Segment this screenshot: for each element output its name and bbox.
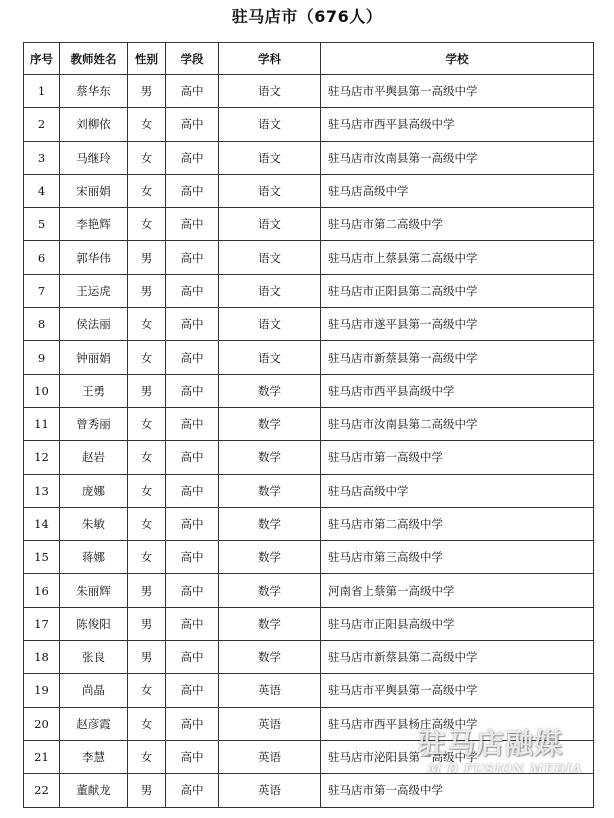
cell-school-level: 高中 bbox=[166, 241, 219, 274]
cell-subject: 语文 bbox=[219, 174, 321, 207]
cell-school-level: 高中 bbox=[166, 108, 219, 141]
table-row bbox=[24, 208, 594, 241]
cell-index: 5 bbox=[24, 208, 60, 241]
cell-school: 驻马店高级中学 bbox=[321, 174, 594, 207]
cell-index: 10 bbox=[24, 374, 60, 407]
cell-gender: 女 bbox=[128, 407, 166, 440]
table-row bbox=[24, 474, 594, 507]
cell-gender: 男 bbox=[128, 274, 166, 307]
cell-index: 14 bbox=[24, 507, 60, 540]
cell-teacher-name: 宋丽娟 bbox=[60, 174, 128, 207]
cell-gender: 男 bbox=[128, 374, 166, 407]
cell-school-level: 高中 bbox=[166, 141, 219, 174]
cell-teacher-name: 尚晶 bbox=[60, 674, 128, 707]
cell-subject: 数学 bbox=[219, 607, 321, 640]
cell-school-level: 高中 bbox=[166, 774, 219, 807]
cell-teacher-name: 陈俊阳 bbox=[60, 607, 128, 640]
table-row bbox=[24, 174, 594, 207]
table-row bbox=[24, 507, 594, 540]
cell-subject: 数学 bbox=[219, 541, 321, 574]
cell-index: 3 bbox=[24, 141, 60, 174]
cell-subject: 语文 bbox=[219, 241, 321, 274]
cell-gender: 女 bbox=[128, 474, 166, 507]
header-school-level: 学段 bbox=[166, 43, 219, 75]
table-body bbox=[24, 75, 594, 808]
cell-school-level: 高中 bbox=[166, 607, 219, 640]
cell-school-level: 高中 bbox=[166, 474, 219, 507]
table-row bbox=[24, 441, 594, 474]
cell-gender: 男 bbox=[128, 574, 166, 607]
cell-school-level: 高中 bbox=[166, 174, 219, 207]
table-row bbox=[24, 674, 594, 707]
cell-index: 18 bbox=[24, 641, 60, 674]
table-row bbox=[24, 108, 594, 141]
cell-school-level: 高中 bbox=[166, 407, 219, 440]
cell-school-level: 高中 bbox=[166, 507, 219, 540]
watermark-sub-text: M D FUSION MEDIA bbox=[428, 762, 583, 776]
cell-index: 4 bbox=[24, 174, 60, 207]
cell-teacher-name: 蒋娜 bbox=[60, 541, 128, 574]
cell-school: 驻马店市泌阳县第一高级中学 bbox=[321, 740, 594, 773]
cell-subject: 英语 bbox=[219, 774, 321, 807]
cell-subject: 数学 bbox=[219, 641, 321, 674]
cell-school-level: 高中 bbox=[166, 274, 219, 307]
cell-gender: 女 bbox=[128, 441, 166, 474]
cell-subject: 英语 bbox=[219, 740, 321, 773]
cell-teacher-name: 朱敏 bbox=[60, 507, 128, 540]
cell-index: 15 bbox=[24, 541, 60, 574]
cell-school-level: 高中 bbox=[166, 374, 219, 407]
cell-teacher-name: 刘柳依 bbox=[60, 108, 128, 141]
cell-school-level: 高中 bbox=[166, 441, 219, 474]
table-row bbox=[24, 241, 594, 274]
table-row bbox=[24, 374, 594, 407]
cell-school-level: 高中 bbox=[166, 707, 219, 740]
table-row bbox=[24, 341, 594, 374]
cell-school: 驻马店市西平县高级中学 bbox=[321, 374, 594, 407]
cell-school-level: 高中 bbox=[166, 541, 219, 574]
header-school: 学校 bbox=[321, 43, 594, 75]
cell-school-level: 高中 bbox=[166, 341, 219, 374]
header-gender: 性别 bbox=[128, 43, 166, 75]
cell-index: 21 bbox=[24, 740, 60, 773]
header-index: 序号 bbox=[24, 43, 60, 75]
cell-subject: 语文 bbox=[219, 75, 321, 108]
cell-school-level: 高中 bbox=[166, 740, 219, 773]
cell-index: 8 bbox=[24, 308, 60, 341]
cell-teacher-name: 郭华伟 bbox=[60, 241, 128, 274]
cell-teacher-name: 庞娜 bbox=[60, 474, 128, 507]
header-subject: 学科 bbox=[219, 43, 321, 75]
cell-index: 13 bbox=[24, 474, 60, 507]
cell-teacher-name: 曾秀丽 bbox=[60, 407, 128, 440]
cell-subject: 数学 bbox=[219, 574, 321, 607]
cell-subject: 语文 bbox=[219, 208, 321, 241]
cell-index: 12 bbox=[24, 441, 60, 474]
cell-school: 河南省上蔡第一高级中学 bbox=[321, 574, 594, 607]
table-row bbox=[24, 141, 594, 174]
cell-school: 驻马店高级中学 bbox=[321, 474, 594, 507]
cell-subject: 数学 bbox=[219, 407, 321, 440]
table-row bbox=[24, 774, 594, 807]
cell-gender: 女 bbox=[128, 507, 166, 540]
cell-index: 22 bbox=[24, 774, 60, 807]
cell-school-level: 高中 bbox=[166, 574, 219, 607]
table-row bbox=[24, 740, 594, 773]
cell-teacher-name: 王运虎 bbox=[60, 274, 128, 307]
cell-subject: 语文 bbox=[219, 108, 321, 141]
cell-school: 驻马店市西平县杨庄高级中学 bbox=[321, 707, 594, 740]
cell-gender: 女 bbox=[128, 541, 166, 574]
table-row bbox=[24, 274, 594, 307]
table-row bbox=[24, 607, 594, 640]
cell-school: 驻马店市第三高级中学 bbox=[321, 541, 594, 574]
cell-index: 9 bbox=[24, 341, 60, 374]
cell-school: 驻马店市第二高级中学 bbox=[321, 208, 594, 241]
cell-teacher-name: 李艳辉 bbox=[60, 208, 128, 241]
cell-school: 驻马店市第二高级中学 bbox=[321, 507, 594, 540]
cell-teacher-name: 蔡华东 bbox=[60, 75, 128, 108]
cell-school: 驻马店市西平县高级中学 bbox=[321, 108, 594, 141]
cell-subject: 英语 bbox=[219, 707, 321, 740]
cell-subject: 语文 bbox=[219, 308, 321, 341]
table-row bbox=[24, 407, 594, 440]
cell-teacher-name: 侯法丽 bbox=[60, 308, 128, 341]
cell-subject: 英语 bbox=[219, 674, 321, 707]
cell-school: 驻马店市汝南县第一高级中学 bbox=[321, 141, 594, 174]
cell-school: 驻马店市平舆县第一高级中学 bbox=[321, 75, 594, 108]
cell-subject: 数学 bbox=[219, 474, 321, 507]
cell-school: 驻马店市新蔡县第一高级中学 bbox=[321, 341, 594, 374]
cell-teacher-name: 董献龙 bbox=[60, 774, 128, 807]
cell-gender: 女 bbox=[128, 308, 166, 341]
cell-index: 16 bbox=[24, 574, 60, 607]
table-row bbox=[24, 75, 594, 108]
cell-school: 驻马店市上蔡县第二高级中学 bbox=[321, 241, 594, 274]
cell-school: 驻马店市新蔡县第二高级中学 bbox=[321, 641, 594, 674]
cell-teacher-name: 王勇 bbox=[60, 374, 128, 407]
cell-index: 17 bbox=[24, 607, 60, 640]
cell-gender: 女 bbox=[128, 341, 166, 374]
cell-teacher-name: 朱丽辉 bbox=[60, 574, 128, 607]
cell-index: 19 bbox=[24, 674, 60, 707]
cell-school-level: 高中 bbox=[166, 674, 219, 707]
cell-school-level: 高中 bbox=[166, 75, 219, 108]
cell-gender: 女 bbox=[128, 740, 166, 773]
cell-subject: 语文 bbox=[219, 274, 321, 307]
cell-index: 2 bbox=[24, 108, 60, 141]
cell-school: 驻马店市正阳县高级中学 bbox=[321, 607, 594, 640]
cell-index: 6 bbox=[24, 241, 60, 274]
watermark-main-text: 驻马店融媒 bbox=[418, 727, 564, 760]
header-teacher-name: 教师姓名 bbox=[60, 43, 128, 75]
cell-school: 驻马店市平舆县第一高级中学 bbox=[321, 674, 594, 707]
cell-subject: 数学 bbox=[219, 507, 321, 540]
cell-teacher-name: 钟丽娟 bbox=[60, 341, 128, 374]
cell-gender: 男 bbox=[128, 641, 166, 674]
table-row bbox=[24, 308, 594, 341]
cell-teacher-name: 张良 bbox=[60, 641, 128, 674]
cell-gender: 男 bbox=[128, 75, 166, 108]
cell-teacher-name: 赵岩 bbox=[60, 441, 128, 474]
cell-index: 7 bbox=[24, 274, 60, 307]
table-row bbox=[24, 707, 594, 740]
table-row bbox=[24, 574, 594, 607]
cell-gender: 女 bbox=[128, 108, 166, 141]
cell-gender: 女 bbox=[128, 174, 166, 207]
cell-subject: 语文 bbox=[219, 341, 321, 374]
cell-gender: 女 bbox=[128, 141, 166, 174]
cell-school: 驻马店市第一高级中学 bbox=[321, 441, 594, 474]
cell-gender: 男 bbox=[128, 241, 166, 274]
cell-teacher-name: 李慧 bbox=[60, 740, 128, 773]
cell-gender: 男 bbox=[128, 774, 166, 807]
cell-school: 驻马店市汝南县第二高级中学 bbox=[321, 407, 594, 440]
teacher-table bbox=[23, 42, 594, 808]
cell-teacher-name: 马继玲 bbox=[60, 141, 128, 174]
cell-school: 驻马店市正阳县第二高级中学 bbox=[321, 274, 594, 307]
cell-school-level: 高中 bbox=[166, 208, 219, 241]
cell-index: 20 bbox=[24, 707, 60, 740]
cell-subject: 语文 bbox=[219, 141, 321, 174]
cell-school: 驻马店市遂平县第一高级中学 bbox=[321, 308, 594, 341]
cell-gender: 男 bbox=[128, 607, 166, 640]
table-row bbox=[24, 541, 594, 574]
cell-school-level: 高中 bbox=[166, 641, 219, 674]
cell-index: 11 bbox=[24, 407, 60, 440]
cell-gender: 女 bbox=[128, 208, 166, 241]
cell-teacher-name: 赵彦霞 bbox=[60, 707, 128, 740]
cell-school-level: 高中 bbox=[166, 308, 219, 341]
cell-subject: 数学 bbox=[219, 374, 321, 407]
cell-gender: 女 bbox=[128, 674, 166, 707]
table-row bbox=[24, 641, 594, 674]
table-header-row bbox=[24, 43, 594, 75]
cell-school: 驻马店市第一高级中学 bbox=[321, 774, 594, 807]
cell-index: 1 bbox=[24, 75, 60, 108]
page-title: 驻马店市（676人） bbox=[231, 7, 383, 26]
cell-subject: 数学 bbox=[219, 441, 321, 474]
cell-gender: 女 bbox=[128, 707, 166, 740]
